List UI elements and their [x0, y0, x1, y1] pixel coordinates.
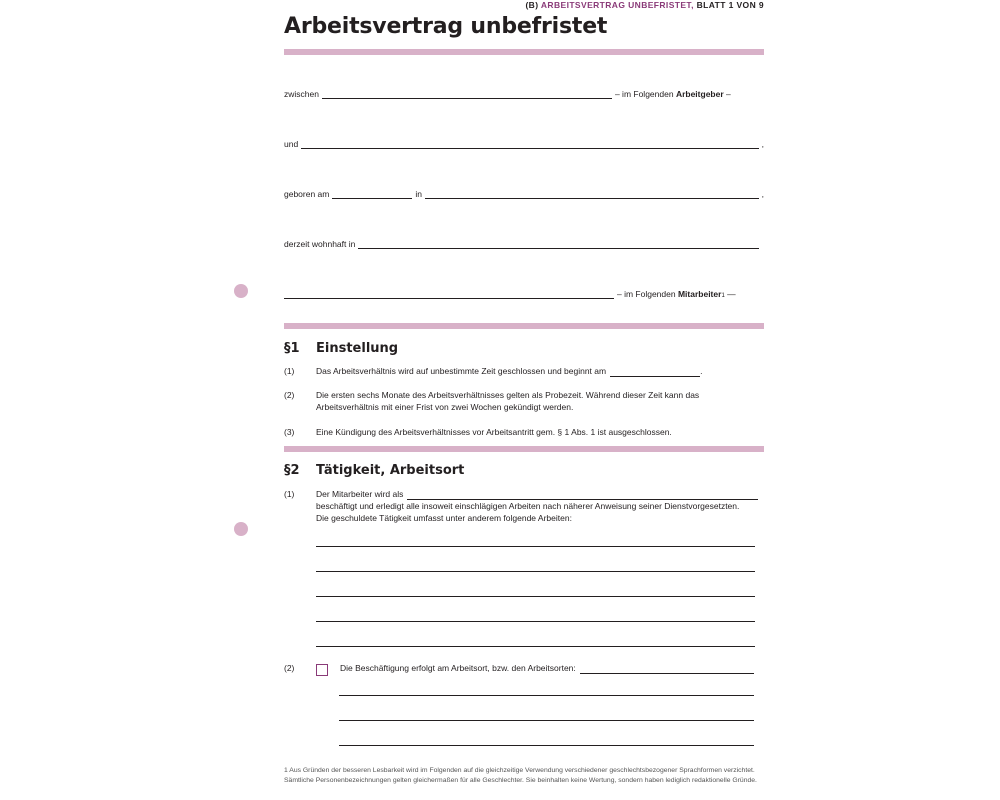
task-line-3[interactable] [316, 596, 755, 597]
workplace-field[interactable] [580, 664, 754, 674]
punch-hole-bottom [234, 522, 248, 536]
section-1-title: Einstellung [316, 341, 399, 356]
employee-name-row [284, 139, 764, 149]
section-1-number: §1 [284, 341, 300, 356]
workplace-line-3[interactable] [339, 745, 754, 746]
paragraph-text: Die ersten sechs Monate des Arbeitsverhältnisses gelten als Probezeit. Während dieser Zeit kann das Arbeitsverhältnis mit einer Frist von zwei Wochen gekündigt werden. [316, 390, 700, 412]
paragraph-number: (1) [284, 489, 295, 499]
birth-row [284, 189, 764, 199]
section-1-heading [284, 341, 398, 356]
residence-field[interactable] [358, 239, 759, 249]
task-line-1[interactable] [316, 546, 755, 547]
task-line-4[interactable] [316, 621, 755, 622]
page-header [525, 0, 764, 10]
birth-place-field[interactable] [425, 189, 759, 199]
employee-term-row [284, 289, 764, 299]
workplace-line-2[interactable] [339, 720, 754, 721]
section-1-divider-bar [284, 446, 764, 452]
employer-term: Arbeitgeber [675, 89, 724, 99]
header-prefix: (B) [525, 0, 539, 10]
employer-suffix-post: – [726, 89, 731, 99]
employee-name-field[interactable] [301, 139, 758, 149]
header-sheet: BLATT 1 VON 9 [696, 0, 764, 10]
footnote: 1 Aus Gründen der besseren Lesbarkeit wird im Folgenden auf die gleichzeitige Verwendung verschiedener geschlechtsbezogener Sprachformen verzichtet. Sämtliche Personenbezeichnungen gelten gleichermaßen für alle Geschlechter. Sie beinhalten keine Wertung, sondern haben lediglich redaktionelle Gründe. [284, 767, 757, 784]
residence-continued-field[interactable] [284, 289, 614, 299]
title-divider-bar [284, 49, 764, 55]
paragraph-number: (2) [284, 390, 295, 400]
paragraph-lead: Der Mitarbeiter wird als [316, 489, 404, 499]
section-2-paragraph-1 [284, 488, 764, 528]
paragraph-text: Eine Kündigung des Arbeitsverhältnisses vor Arbeitsantritt gem. § 1 Abs. 1 ist ausgeschlossen. [316, 427, 672, 437]
document-title: Arbeitsvertrag unbefristet [284, 14, 608, 39]
employee-suffix-post: — [727, 289, 736, 299]
employer-name-field[interactable] [322, 89, 612, 99]
task-line-2[interactable] [316, 571, 755, 572]
in-label: in [415, 189, 422, 199]
section-1-paragraph-1 [284, 365, 764, 377]
employer-row [284, 89, 764, 99]
section-2-title: Tätigkeit, Arbeitsort [316, 463, 465, 478]
task-line-5[interactable] [316, 646, 755, 647]
punch-hole-top [234, 284, 248, 298]
paragraph-number: (3) [284, 427, 295, 437]
start-date-field[interactable] [610, 366, 703, 377]
birth-comma: , [761, 189, 764, 199]
paragraph-number: (1) [284, 366, 295, 376]
birth-date-field[interactable] [332, 189, 412, 199]
section-2-paragraph-2 [284, 662, 764, 676]
employee-suffix-pre: – im Folgenden [617, 289, 676, 299]
born-label: geboren am [284, 189, 330, 199]
residence-row [284, 239, 764, 249]
workplace-line-1[interactable] [339, 695, 754, 696]
paragraph-end: . [700, 366, 703, 376]
paragraph-text: Die Beschäftigung erfolgt am Arbeitsort, bzw. den Arbeitsorten: [340, 663, 576, 673]
header-doc-name: ARBEITSVERTRAG UNBEFRISTET, [540, 0, 694, 10]
between-label: zwischen [284, 89, 319, 99]
section-1-paragraph-2 [284, 389, 764, 413]
paragraph-text: Das Arbeitsverhältnis wird auf unbestimmte Zeit geschlossen und beginnt am [316, 366, 607, 376]
section-2-number: §2 [284, 463, 300, 478]
footnote-mark: 1 [721, 293, 725, 299]
employee-name-comma: , [761, 139, 764, 149]
section-1-paragraph-3 [284, 426, 764, 438]
residence-label: derzeit wohnhaft in [284, 239, 356, 249]
employee-term: Mitarbeiter [677, 289, 722, 299]
job-title-field[interactable] [407, 490, 758, 500]
workplace-checkbox[interactable] [316, 664, 328, 676]
paragraph-text: beschäftigt und erledigt alle insoweit einschlägigen Arbeiten nach näherer Anweisung seiner Dienstvorgesetzten. Die geschuldete Tätigkeit umfasst unter anderem folgende Arbeiten: [316, 501, 740, 523]
employer-suffix-pre: – im Folgenden [614, 89, 674, 99]
parties-divider-bar [284, 323, 764, 329]
paragraph-number: (2) [284, 663, 295, 673]
section-2-heading [284, 463, 464, 478]
and-label: und [284, 139, 299, 149]
